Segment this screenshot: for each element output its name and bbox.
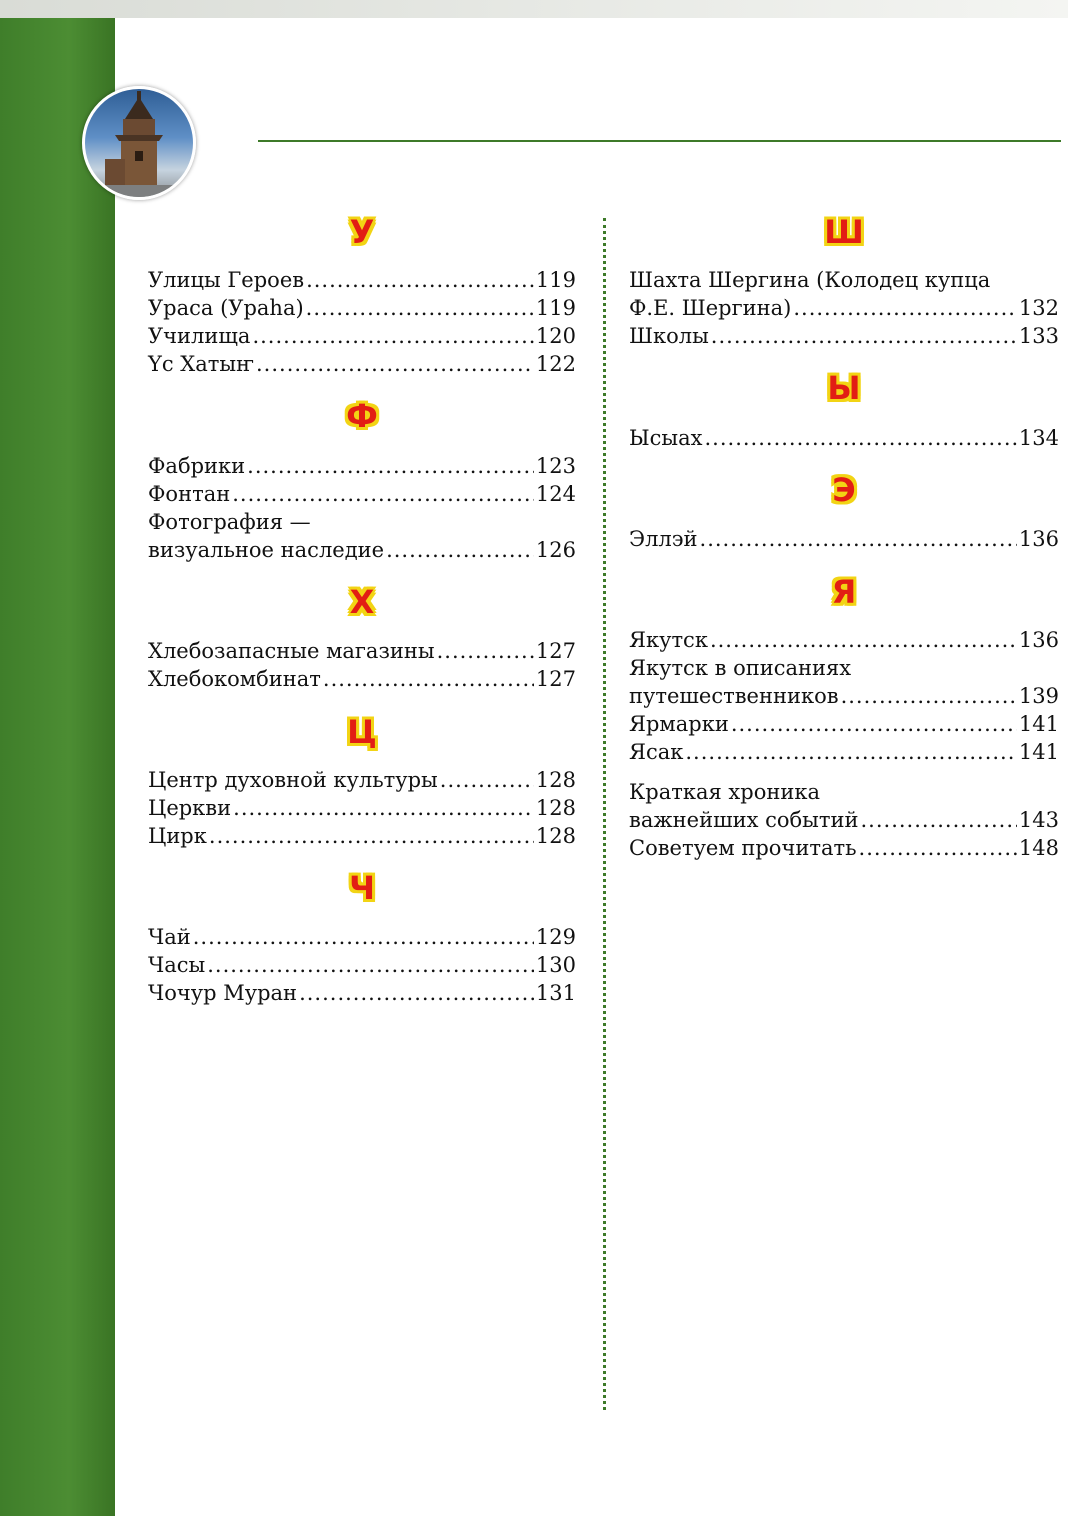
header-rule (258, 140, 1061, 142)
letter-heading-ch: Ч (349, 869, 375, 907)
letter-heading-f: Ф (346, 397, 378, 435)
index-entry[interactable]: Ураса (Ураһа) ..... 119 (148, 294, 576, 322)
index-entry-first-line[interactable]: Шахта Шергина (Колодец купца (629, 268, 991, 292)
letter-heading-ya: Я (831, 573, 857, 611)
index-entry[interactable]: Чочур Муран ..... 131 (148, 979, 576, 1007)
index-entry-first-line[interactable]: Фотография — (148, 510, 311, 534)
letter-heading-ts: Ц (347, 713, 377, 751)
index-entry[interactable]: Фонтан ..... 124 (148, 480, 576, 508)
index-entry[interactable]: Чай ..... 129 (148, 923, 576, 951)
column-divider (603, 218, 606, 1410)
index-entry[interactable]: Үс Хатыҥ ..... 122 (148, 350, 576, 378)
index-entry[interactable]: Улицы Героев ..... 119 (148, 266, 576, 294)
index-entry[interactable]: Центр духовной культуры ..... 128 (148, 766, 576, 794)
index-entry[interactable]: Хлебозапасные магазины ..... 127 (148, 637, 576, 665)
letter-heading-sh: Ш (824, 213, 864, 251)
index-entry[interactable]: Фабрики ..... 123 (148, 452, 576, 480)
index-entry[interactable]: Школы ..... 133 (629, 322, 1059, 350)
index-entry[interactable]: Хлебокомбинат ..... 127 (148, 665, 576, 693)
index-entry[interactable]: Советуем прочитать ..... 148 (629, 834, 1059, 862)
index-entry[interactable]: Якутск ..... 136 (629, 626, 1059, 654)
letter-heading-y: Ы (827, 369, 861, 407)
green-side-bar (0, 18, 115, 1516)
top-strip (0, 0, 1068, 18)
index-entry[interactable]: Эллэй ..... 136 (629, 525, 1059, 553)
wooden-tower-icon (85, 89, 193, 197)
index-entry-first-line[interactable]: Якутск в описаниях (629, 656, 852, 680)
letter-heading-e: Э (832, 471, 856, 509)
index-entry[interactable]: путешественников ..... 139 (629, 682, 1059, 710)
index-entry[interactable]: Училища ..... 120 (148, 322, 576, 350)
letter-heading-u: У (349, 213, 375, 251)
index-entry[interactable]: Ысыах ..... 134 (629, 424, 1059, 452)
index-entry-first-line[interactable]: Краткая хроника (629, 780, 820, 804)
index-entry[interactable]: Ф.Е. Шергина) ..... 132 (629, 294, 1059, 322)
index-entry[interactable]: важнейших событий ..... 143 (629, 806, 1059, 834)
index-entry[interactable]: Цирк ..... 128 (148, 822, 576, 850)
index-entry[interactable]: визуальное наследие ..... 126 (148, 536, 576, 564)
index-entry[interactable]: Ясак ..... 141 (629, 738, 1059, 766)
tower-medallion-image (82, 86, 196, 200)
index-entry[interactable]: Часы ..... 130 (148, 951, 576, 979)
letter-heading-kh: Х (349, 583, 375, 621)
index-entry[interactable]: Церкви ..... 128 (148, 794, 576, 822)
index-entry[interactable]: Ярмарки ..... 141 (629, 710, 1059, 738)
